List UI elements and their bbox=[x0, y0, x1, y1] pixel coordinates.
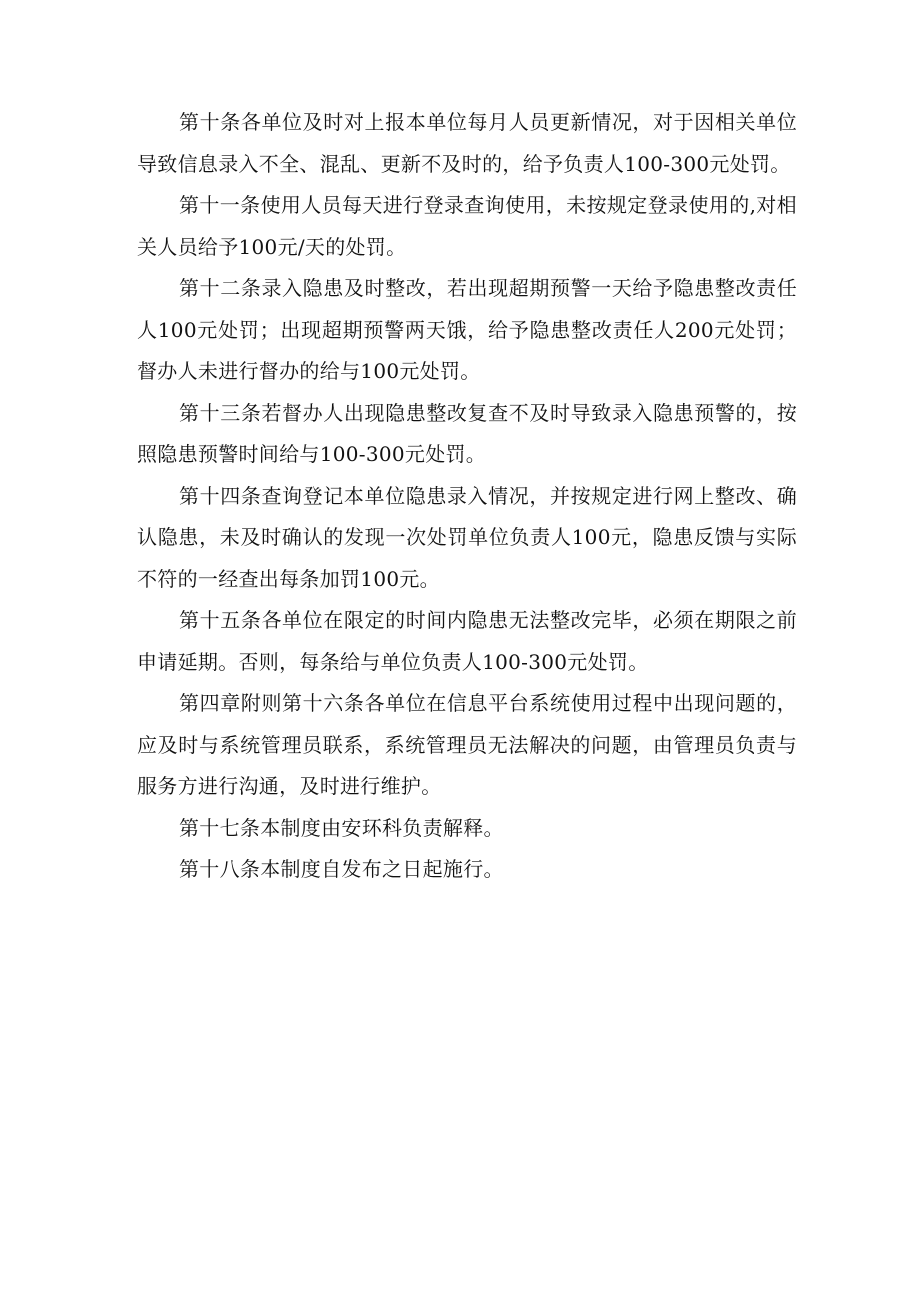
paragraph-article-13: 第十三条若督办人出现隐患整改复查不及时导致录入隐患预警的，按照隐患预警时间给与100-300元处罚。 bbox=[137, 400, 797, 466]
paragraph-article-11: 第十一条使用人员每天进行登录查询使用，未按规定登录使用的,对相关人员给予100元/天的处罚。 bbox=[137, 193, 797, 259]
document-body bbox=[137, 102, 797, 891]
paragraph-article-14: 第十四条查询登记本单位隐患录入情况，并按规定进行网上整改、确认隐患，未及时确认的发现一次处罚单位负责人100元，隐患反馈与实际不符的一经查出每条加罚100元。 bbox=[137, 483, 797, 591]
paragraph-article-10: 第十条各单位及时对上报本单位每月人员更新情况，对于因相关单位导致信息录入不全、混乱、更新不及时的，给予负责人100-300元处罚。 bbox=[137, 110, 797, 176]
paragraph-article-15: 第十五条各单位在限定的时间内隐患无法整改完毕，必须在期限之前申请延期。否则，每条给与单位负责人100-300元处罚。 bbox=[137, 608, 797, 674]
paragraph-article-16: 第四章附则第十六条各单位在信息平台系统使用过程中出现问题的，应及时与系统管理员联系，系统管理员无法解决的问题，由管理员负责与服务方进行沟通，及时进行维护。 bbox=[137, 691, 797, 798]
paragraph-article-17: 第十七条本制度由安环科负责解释。 bbox=[179, 815, 504, 840]
paragraph-article-18: 第十八条本制度自发布之日起施行。 bbox=[179, 857, 504, 881]
paragraph-article-12: 第十二条录入隐患及时整改，若出现超期预警一天给予隐患整改责任人100元处罚；出现超期预警两天饿，给予隐患整改责任人200元处罚；督办人未进行督办的给与100元处罚。 bbox=[137, 276, 797, 383]
